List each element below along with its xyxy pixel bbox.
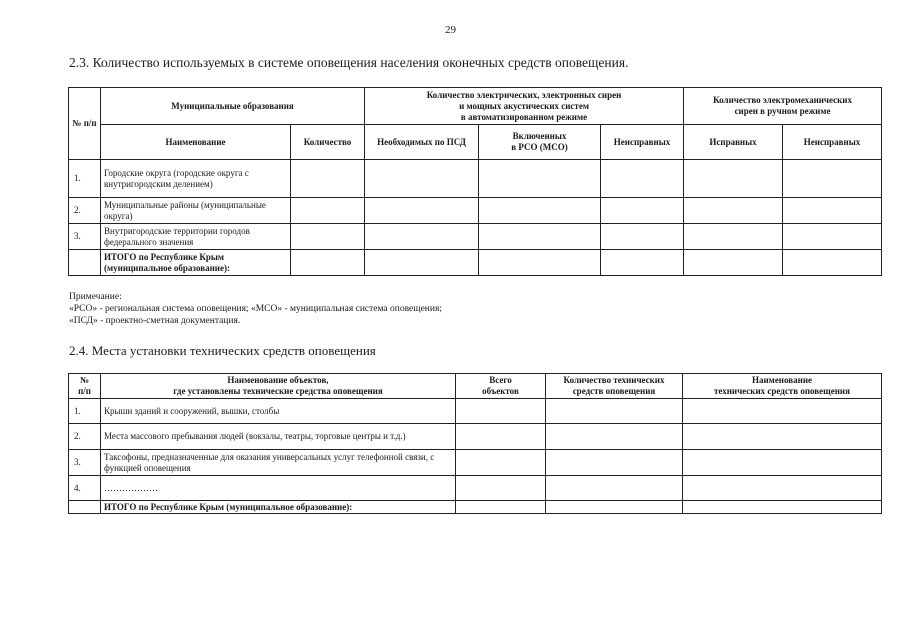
note-label: Примечание: bbox=[69, 292, 122, 302]
total-row bbox=[69, 250, 882, 276]
cell bbox=[601, 224, 684, 250]
cell bbox=[783, 250, 882, 276]
cell bbox=[365, 224, 479, 250]
cell bbox=[684, 250, 783, 276]
row-number: 3. bbox=[69, 450, 101, 476]
cell bbox=[783, 198, 882, 224]
row-number: 1. bbox=[69, 160, 101, 198]
header-num: № п/п bbox=[69, 88, 101, 160]
installation-places-table bbox=[68, 373, 882, 514]
row-name: Городские округа (городские округа с внутригородским делением) bbox=[101, 160, 291, 198]
cell bbox=[479, 160, 601, 198]
total-row bbox=[69, 501, 882, 514]
cell bbox=[291, 250, 365, 276]
siren-count-table bbox=[68, 87, 882, 276]
cell bbox=[601, 198, 684, 224]
total-label: ИТОГО по Республике Крым (муниципальное образование): bbox=[101, 501, 456, 514]
cell bbox=[479, 198, 601, 224]
cell bbox=[546, 450, 683, 476]
table-row bbox=[69, 198, 882, 224]
cell bbox=[601, 160, 684, 198]
header-included-rso: Включенных в РСО (МСО) bbox=[479, 125, 601, 160]
row-number: 3. bbox=[69, 224, 101, 250]
cell bbox=[683, 501, 882, 514]
cell bbox=[683, 399, 882, 424]
section-title-2-3: 2.3. Количество используемых в системе оповещения населения оконечных средств оповещения. bbox=[69, 55, 629, 70]
table-row bbox=[69, 424, 882, 450]
row-name: ……………… bbox=[101, 476, 456, 501]
cell bbox=[365, 198, 479, 224]
cell bbox=[683, 450, 882, 476]
cell bbox=[683, 476, 882, 501]
note bbox=[69, 291, 442, 327]
row-number: 4. bbox=[69, 476, 101, 501]
header-total-objects: Всего объектов bbox=[456, 374, 546, 399]
note-line-1: «РСО» - региональная система оповещения; «МСО» - муниципальная система оповещения; bbox=[69, 304, 442, 314]
table-row bbox=[69, 399, 882, 424]
cell bbox=[365, 160, 479, 198]
cell bbox=[291, 160, 365, 198]
header-tech-name: Наименование технических средств оповещения bbox=[683, 374, 882, 399]
cell bbox=[684, 198, 783, 224]
header-name: Наименование bbox=[101, 125, 291, 160]
header-faulty: Неисправных bbox=[601, 125, 684, 160]
table-row bbox=[69, 476, 882, 501]
cell bbox=[69, 250, 101, 276]
header-objects: Наименование объектов, где установлены технические средства оповещения bbox=[101, 374, 456, 399]
cell bbox=[456, 450, 546, 476]
section-title-2-4: 2.4. Места установки технических средств оповещения bbox=[69, 343, 376, 358]
cell bbox=[601, 250, 684, 276]
header-municipal: Муниципальные образования bbox=[101, 88, 365, 125]
cell bbox=[456, 501, 546, 514]
row-name: Места массового пребывания людей (вокзалы, театры, торговые центры и т.д.) bbox=[101, 424, 456, 450]
row-name: Внутригородские территории городов федерального значения bbox=[101, 224, 291, 250]
cell bbox=[683, 424, 882, 450]
table-row bbox=[69, 450, 882, 476]
header-needed-psd: Необходимых по ПСД bbox=[365, 125, 479, 160]
cell bbox=[456, 399, 546, 424]
table-row bbox=[69, 160, 882, 198]
row-number: 1. bbox=[69, 399, 101, 424]
note-line-2: «ПСД» - проектно-сметная документация. bbox=[69, 316, 241, 326]
header-count: Количество bbox=[291, 125, 365, 160]
cell bbox=[546, 476, 683, 501]
header-working: Исправных bbox=[684, 125, 783, 160]
cell bbox=[291, 198, 365, 224]
cell bbox=[456, 424, 546, 450]
header-tech-count: Количество технических средств оповещения bbox=[546, 374, 683, 399]
cell bbox=[684, 224, 783, 250]
row-number: 2. bbox=[69, 198, 101, 224]
row-name: Крыши зданий и сооружений, вышки, столбы bbox=[101, 399, 456, 424]
cell bbox=[684, 160, 783, 198]
row-number: 2. bbox=[69, 424, 101, 450]
cell bbox=[456, 476, 546, 501]
cell bbox=[365, 250, 479, 276]
cell bbox=[546, 399, 683, 424]
header-num: № п/п bbox=[69, 374, 101, 399]
row-name: Муниципальные районы (муниципальные округа) bbox=[101, 198, 291, 224]
row-name: Таксофоны, предназначенные для оказания универсальных услуг телефонной связи, с функцией оповещения bbox=[101, 450, 456, 476]
cell bbox=[479, 224, 601, 250]
cell bbox=[783, 224, 882, 250]
cell bbox=[69, 501, 101, 514]
cell bbox=[546, 424, 683, 450]
header-electromech-sirens: Количество электромеханических сирен в ручном режиме bbox=[684, 88, 882, 125]
page-number: 29 bbox=[445, 24, 456, 36]
cell bbox=[783, 160, 882, 198]
header-electric-sirens: Количество электрических, электронных сирен и мощных акустических систем в автоматизированном режиме bbox=[365, 88, 684, 125]
total-label: ИТОГО по Республике Крым (муниципальное образование): bbox=[101, 250, 291, 276]
table-row bbox=[69, 224, 882, 250]
header-faulty-manual: Неисправных bbox=[783, 125, 882, 160]
cell bbox=[479, 250, 601, 276]
cell bbox=[291, 224, 365, 250]
cell bbox=[546, 501, 683, 514]
